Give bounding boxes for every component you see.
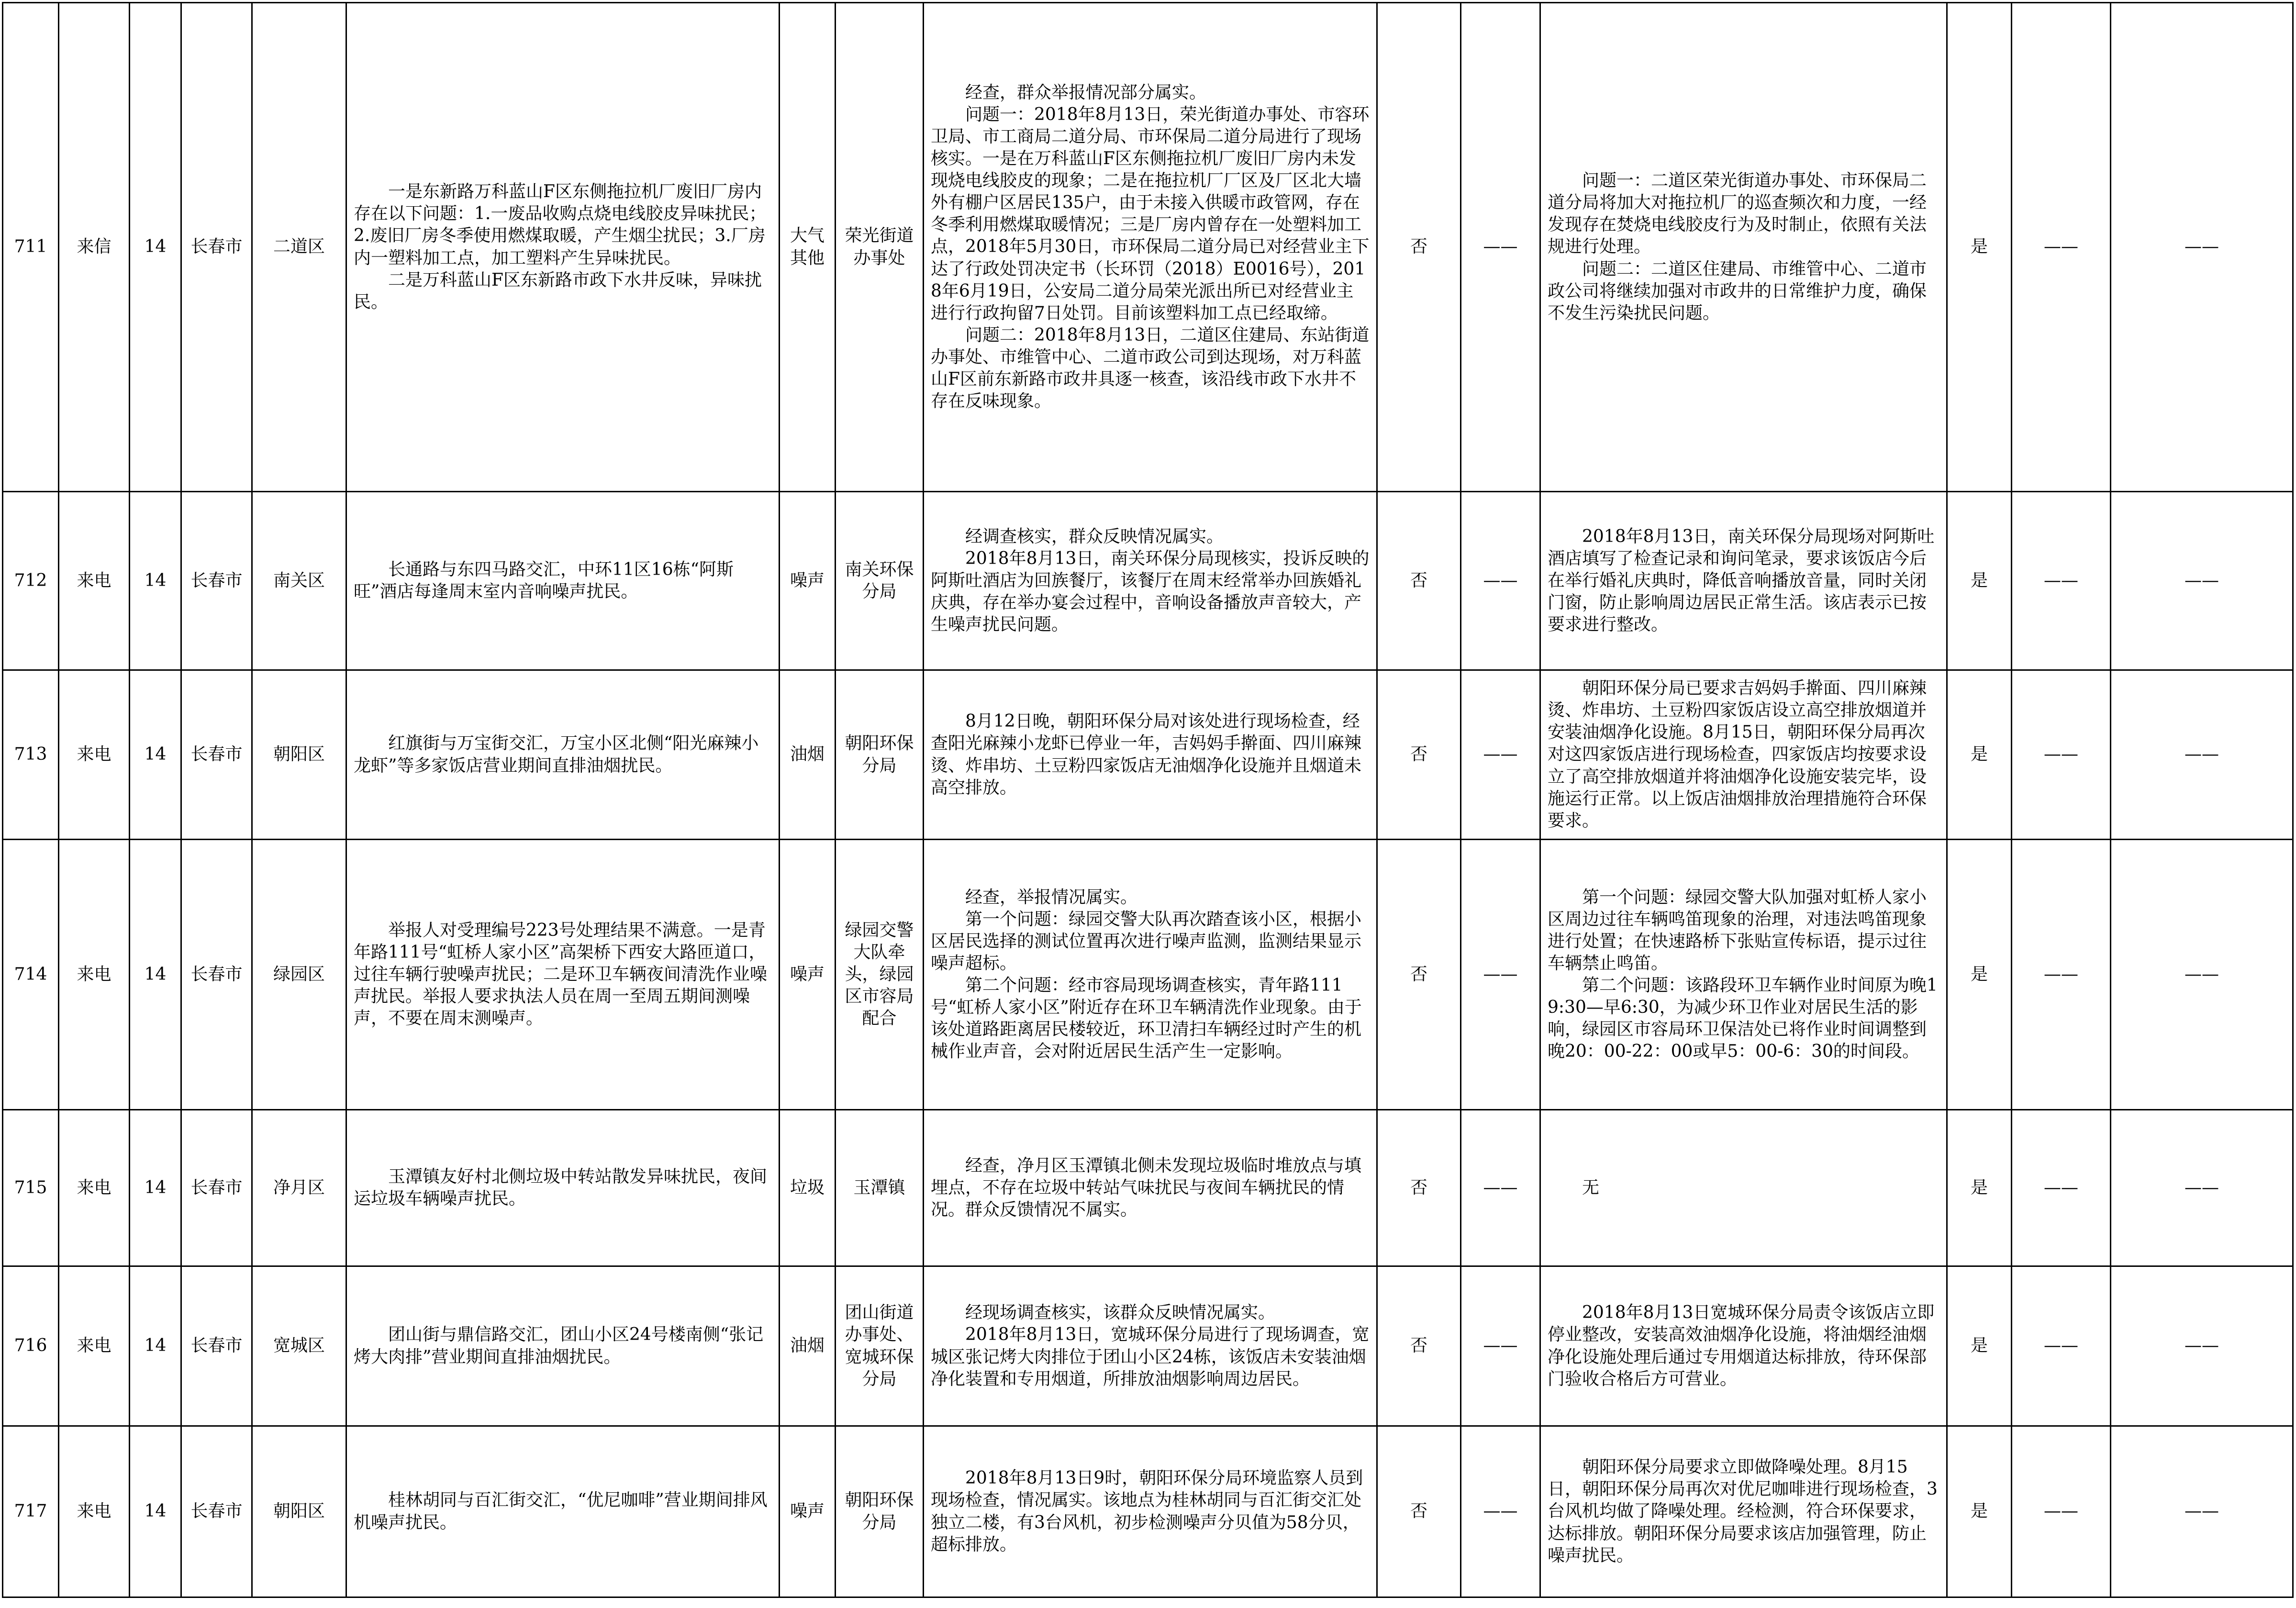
table-row xyxy=(3,670,2293,840)
accountability-detail: —— xyxy=(2012,1110,2111,1266)
accountability-detail: —— xyxy=(2012,3,2111,492)
report-method: 来信 xyxy=(59,3,130,492)
closed-flag: 是 xyxy=(1947,670,2012,840)
city: 长春市 xyxy=(181,3,252,492)
investigation-findings-paragraph: 经调查核实，群众反映情况属实。 xyxy=(965,526,1224,546)
remarks: —— xyxy=(2111,1266,2293,1426)
complaint-content xyxy=(346,1110,780,1266)
batch-number: 14 xyxy=(130,1266,181,1426)
remarks: —— xyxy=(2111,492,2293,670)
penalty-flag: 否 xyxy=(1377,492,1461,670)
rectification-status-paragraph: 朝阳环保分局已要求吉妈妈手擀面、四川麻辣烫、炸串坊、土豆粉四家饭店设立高空排放烟道并安装油烟净化设施。8月15日，朝阳环保分局再次对这四家饭店进行现场检查，四家饭店均按要求设立了高空排放烟道并将油烟净化设施安装完毕，设施运行正常。以上饭店油烟排放治理措施符合环保要求。 xyxy=(1548,678,1927,831)
case-number: 713 xyxy=(3,670,59,840)
complaint-content-paragraph: 举报人对受理编号223号处理结果不满意。一是青年路111号“虹桥人家小区”高架桥下西安大路匝道口，过往车辆行驶噪声扰民；二是环卫车辆夜间清洗作业噪声扰民。举报人要求执法人员在周一至周五期间测噪声，不要在周末测噪声。 xyxy=(354,920,768,1029)
accountability-detail: —— xyxy=(2012,1266,2111,1426)
city: 长春市 xyxy=(181,1266,252,1426)
closed-flag: 是 xyxy=(1947,840,2012,1110)
complaint-content-paragraph: 长通路与东四马路交汇，中环11区16栋“阿斯旺”酒店每逢周末室内音响噪声扰民。 xyxy=(354,559,734,601)
responsible-department: 朝阳环保分局 xyxy=(836,1426,924,1597)
penalty-flag: 否 xyxy=(1377,1426,1461,1597)
rectification-status xyxy=(1540,3,1947,492)
district: 净月区 xyxy=(252,1110,346,1266)
pollution-type: 垃圾 xyxy=(780,1110,836,1266)
complaint-content-paragraph: 红旗街与万宝街交汇，万宝小区北侧“阳光麻辣小龙虾”等多家饭店营业期间直排油烟扰民。 xyxy=(354,733,759,776)
case-number: 711 xyxy=(3,3,59,492)
complaint-content-paragraph: 一是东新路万科蓝山F区东侧拖拉机厂废旧厂房内存在以下问题：1.一废品收购点烧电线胶皮异味扰民；2.废旧厂房冬季使用燃煤取暖，产生烟尘扰民；3.厂房内一塑料加工点，加工塑料产生异味扰民。 xyxy=(354,182,767,268)
investigation-findings xyxy=(924,492,1377,670)
rectification-status xyxy=(1540,840,1947,1110)
complaint-content-paragraph: 团山街与鼎信路交汇，团山小区24号楼南侧“张记烤大肉排”营业期间直排油烟扰民。 xyxy=(354,1325,764,1367)
investigation-findings xyxy=(924,3,1377,492)
investigation-findings-paragraph: 2018年8月13日，南关环保分局现核实，投诉反映的阿斯吐酒店为回族餐厅，该餐厅在周末经常举办回族婚礼庆典，存在举办宴会过程中，音响设备播放声音较大，产生噪声扰民问题。 xyxy=(931,548,1370,635)
rectification-status-paragraph: 第二个问题：该路段环卫车辆作业时间原为晚19:30—早6:30，为减少环卫作业对居民生活的影响，绿园区市容局环卫保洁处已将作业时间调整到晚20：00-22：00或早5：00-6：30的时间段。 xyxy=(1548,976,1938,1062)
case-number: 716 xyxy=(3,1266,59,1426)
report-method: 来电 xyxy=(59,492,130,670)
investigation-findings xyxy=(924,1110,1377,1266)
penalty-detail: —— xyxy=(1461,492,1540,670)
city: 长春市 xyxy=(181,492,252,670)
pollution-type: 油烟 xyxy=(780,1266,836,1426)
district: 朝阳区 xyxy=(252,670,346,840)
investigation-findings-paragraph: 经查，群众举报情况部分属实。 xyxy=(965,82,1207,102)
rectification-status xyxy=(1540,492,1947,670)
city: 长春市 xyxy=(181,840,252,1110)
report-method: 来电 xyxy=(59,1110,130,1266)
remarks: —— xyxy=(2111,840,2293,1110)
responsible-department: 朝阳环保分局 xyxy=(836,670,924,840)
complaint-content xyxy=(346,3,780,492)
penalty-detail: —— xyxy=(1461,1426,1540,1597)
closed-flag: 是 xyxy=(1947,1110,2012,1266)
complaint-content xyxy=(346,840,780,1110)
rectification-status-paragraph: 2018年8月13日宽城环保分局责令该饭店立即停业整改，安装高效油烟净化设施，将油烟经油烟净化设施处理后通过专用烟道达标排放，待环保部门验收合格后方可营业。 xyxy=(1548,1303,1935,1389)
case-table xyxy=(2,2,2294,1598)
table-row xyxy=(3,1426,2293,1597)
investigation-findings-paragraph: 第二个问题：经市容局现场调查核实，青年路111号“虹桥人家小区”附近存在环卫车辆清洗作业现象。由于该处道路距离居民楼较近，环卫清扫车辆经过时产生的机械作业声音，会对附近居民生活产生一定影响。 xyxy=(931,976,1362,1062)
complaint-content xyxy=(346,492,780,670)
complaint-content-paragraph: 桂林胡同与百汇街交汇，“优尼咖啡”营业期间排风机噪声扰民。 xyxy=(354,1490,768,1532)
pollution-type: 噪声 xyxy=(780,492,836,670)
penalty-flag: 否 xyxy=(1377,1110,1461,1266)
accountability-detail: —— xyxy=(2012,670,2111,840)
accountability-detail: —— xyxy=(2012,1426,2111,1597)
investigation-findings-paragraph: 2018年8月13日，宽城环保分局进行了现场调查，宽城区张记烤大肉排位于团山小区24栋，该饭店未安装油烟净化装置和专用烟道，所排放油烟影响周边居民。 xyxy=(931,1325,1370,1389)
city: 长春市 xyxy=(181,1426,252,1597)
investigation-findings-paragraph: 经现场调查核实，该群众反映情况属实。 xyxy=(965,1303,1276,1323)
batch-number: 14 xyxy=(130,1110,181,1266)
pollution-type: 油烟 xyxy=(780,670,836,840)
batch-number: 14 xyxy=(130,492,181,670)
rectification-status xyxy=(1540,670,1947,840)
table-row xyxy=(3,1266,2293,1426)
investigation-findings xyxy=(924,840,1377,1110)
rectification-status xyxy=(1540,1426,1947,1597)
investigation-findings-paragraph: 经查，举报情况属实。 xyxy=(965,887,1138,907)
investigation-findings-paragraph: 问题二：2018年8月13日，二道区住建局、东站街道办事处、市维管中心、二道市政公司到达现场，对万科蓝山F区前东新路市政井具逐一核查，该沿线市政下水井不存在反味现象。 xyxy=(931,325,1370,411)
penalty-detail: —— xyxy=(1461,1110,1540,1266)
batch-number: 14 xyxy=(130,670,181,840)
penalty-flag: 否 xyxy=(1377,1266,1461,1426)
closed-flag: 是 xyxy=(1947,492,2012,670)
rectification-status-paragraph: 朝阳环保分局要求立即做降噪处理。8月15日，朝阳环保分局再次对优尼咖啡进行现场检查，3台风机均做了降噪处理。经检测，符合环保要求，达标排放。朝阳环保分局要求该店加强管理，防止噪声扰民。 xyxy=(1548,1457,1938,1565)
complaint-content xyxy=(346,1266,780,1426)
remarks: —— xyxy=(2111,670,2293,840)
report-method: 来电 xyxy=(59,670,130,840)
responsible-department: 荣光街道办事处 xyxy=(836,3,924,492)
table-row xyxy=(3,1110,2293,1266)
district: 南关区 xyxy=(252,492,346,670)
case-number: 717 xyxy=(3,1426,59,1597)
penalty-detail: —— xyxy=(1461,3,1540,492)
district: 二道区 xyxy=(252,3,346,492)
complaint-content-paragraph: 玉潭镇友好村北侧垃圾中转站散发异味扰民，夜间运垃圾车辆噪声扰民。 xyxy=(354,1166,768,1209)
penalty-detail: —— xyxy=(1461,1266,1540,1426)
district: 宽城区 xyxy=(252,1266,346,1426)
batch-number: 14 xyxy=(130,840,181,1110)
district: 绿园区 xyxy=(252,840,346,1110)
report-method: 来电 xyxy=(59,1426,130,1597)
accountability-detail: —— xyxy=(2012,492,2111,670)
responsible-department: 玉潭镇 xyxy=(836,1110,924,1266)
responsible-department: 南关环保分局 xyxy=(836,492,924,670)
responsible-department: 绿园交警大队牵头，绿园区市容局配合 xyxy=(836,840,924,1110)
remarks: —— xyxy=(2111,1110,2293,1266)
pollution-type: 噪声 xyxy=(780,840,836,1110)
closed-flag: 是 xyxy=(1947,1266,2012,1426)
rectification-status-paragraph: 第一个问题：绿园交警大队加强对虹桥人家小区周边过往车辆鸣笛现象的治理，对违法鸣笛现象进行处置；在快速路桥下张贴宣传标语，提示过往车辆禁止鸣笛。 xyxy=(1548,887,1927,973)
table-body xyxy=(3,3,2293,1597)
closed-flag: 是 xyxy=(1947,3,2012,492)
investigation-findings-paragraph: 问题一：2018年8月13日，荣光街道办事处、市容环卫局、市工商局二道分局、市环保局二道分局进行了现场核实。一是在万科蓝山F区东侧拖拉机厂废旧厂房内未发现烧电线胶皮的现象；二是在拖拉机厂厂区及厂区北大墙外有棚户区居民135户，由于未接入供暖市政管网，存在冬季利用燃煤取暖情况；三是厂房内曾存在一处塑料加工点，2018年5月30日，市环保局二道分局已对经营业主下达了行政处罚决定书（长环罚（2018）E0016号），2018年6月19日，公安局二道分局荣光派出所已对经营业主进行行政拘留7日处罚。目前该塑料加工点已经取缔。 xyxy=(931,104,1370,323)
complaint-content xyxy=(346,1426,780,1597)
investigation-findings-paragraph: 第一个问题：绿园交警大队再次踏查该小区，根据小区居民选择的测试位置再次进行噪声监测，监测结果显示噪声超标。 xyxy=(931,909,1362,973)
investigation-findings xyxy=(924,1266,1377,1426)
rectification-status xyxy=(1540,1266,1947,1426)
rectification-status-paragraph: 问题一：二道区荣光街道办事处、市环保局二道分局将加大对拖拉机厂的巡查频次和力度，一经发现存在焚烧电线胶皮行为及时制止，依照有关法规进行处理。 xyxy=(1548,171,1927,257)
rectification-status-paragraph: 问题二：二道区住建局、市维管中心、二道市政公司将继续加强对市政井的日常维护力度，确保不发生污染扰民问题。 xyxy=(1548,259,1927,323)
investigation-findings xyxy=(924,1426,1377,1597)
penalty-detail: —— xyxy=(1461,670,1540,840)
district: 朝阳区 xyxy=(252,1426,346,1597)
closed-flag: 是 xyxy=(1947,1426,2012,1597)
city: 长春市 xyxy=(181,670,252,840)
case-number: 714 xyxy=(3,840,59,1110)
remarks: —— xyxy=(2111,3,2293,492)
rectification-status xyxy=(1540,1110,1947,1266)
remarks: —— xyxy=(2111,1426,2293,1597)
investigation-findings-paragraph: 8月12日晚，朝阳环保分局对该处进行现场检查，经查阳光麻辣小龙虾已停业一年，吉妈妈手擀面、四川麻辣烫、炸串坊、土豆粉四家饭店无油烟净化设施并且烟道未高空排放。 xyxy=(931,711,1362,798)
batch-number: 14 xyxy=(130,3,181,492)
responsible-department: 团山街道办事处、宽城环保分局 xyxy=(836,1266,924,1426)
rectification-status-paragraph: 无 xyxy=(1582,1177,1600,1198)
penalty-flag: 否 xyxy=(1377,670,1461,840)
case-number: 715 xyxy=(3,1110,59,1266)
penalty-flag: 否 xyxy=(1377,3,1461,492)
table-row xyxy=(3,840,2293,1110)
penalty-flag: 否 xyxy=(1377,840,1461,1110)
pollution-type: 噪声 xyxy=(780,1426,836,1597)
report-method: 来电 xyxy=(59,840,130,1110)
rectification-status-paragraph: 2018年8月13日，南关环保分局现场对阿斯吐酒店填写了检查记录和询问笔录，要求该饭店今后在举行婚礼庆典时，降低音响播放音量，同时关闭门窗，防止影响周边居民正常生活。该店表示已按要求进行整改。 xyxy=(1548,526,1935,635)
investigation-findings-paragraph: 经查，净月区玉潭镇北侧未发现垃圾临时堆放点与填埋点，不存在垃圾中转站气味扰民与夜间车辆扰民的情况。群众反馈情况不属实。 xyxy=(931,1155,1362,1220)
report-method: 来电 xyxy=(59,1266,130,1426)
investigation-findings-paragraph: 2018年8月13日9时，朝阳环保分局环境监察人员到现场检查，情况属实。该地点为桂林胡同与百汇街交汇处独立二楼，有3台风机，初步检测噪声分贝值为58分贝，超标排放。 xyxy=(931,1468,1363,1554)
batch-number: 14 xyxy=(130,1426,181,1597)
table-row xyxy=(3,3,2293,492)
table-row xyxy=(3,492,2293,670)
pollution-type: 大气 其他 xyxy=(780,3,836,492)
case-number: 712 xyxy=(3,492,59,670)
investigation-findings xyxy=(924,670,1377,840)
city: 长春市 xyxy=(181,1110,252,1266)
complaint-content xyxy=(346,670,780,840)
complaint-content-paragraph: 二是万科蓝山F区东新路市政下水井反味，异味扰民。 xyxy=(354,270,762,312)
accountability-detail: —— xyxy=(2012,840,2111,1110)
penalty-detail: —— xyxy=(1461,840,1540,1110)
